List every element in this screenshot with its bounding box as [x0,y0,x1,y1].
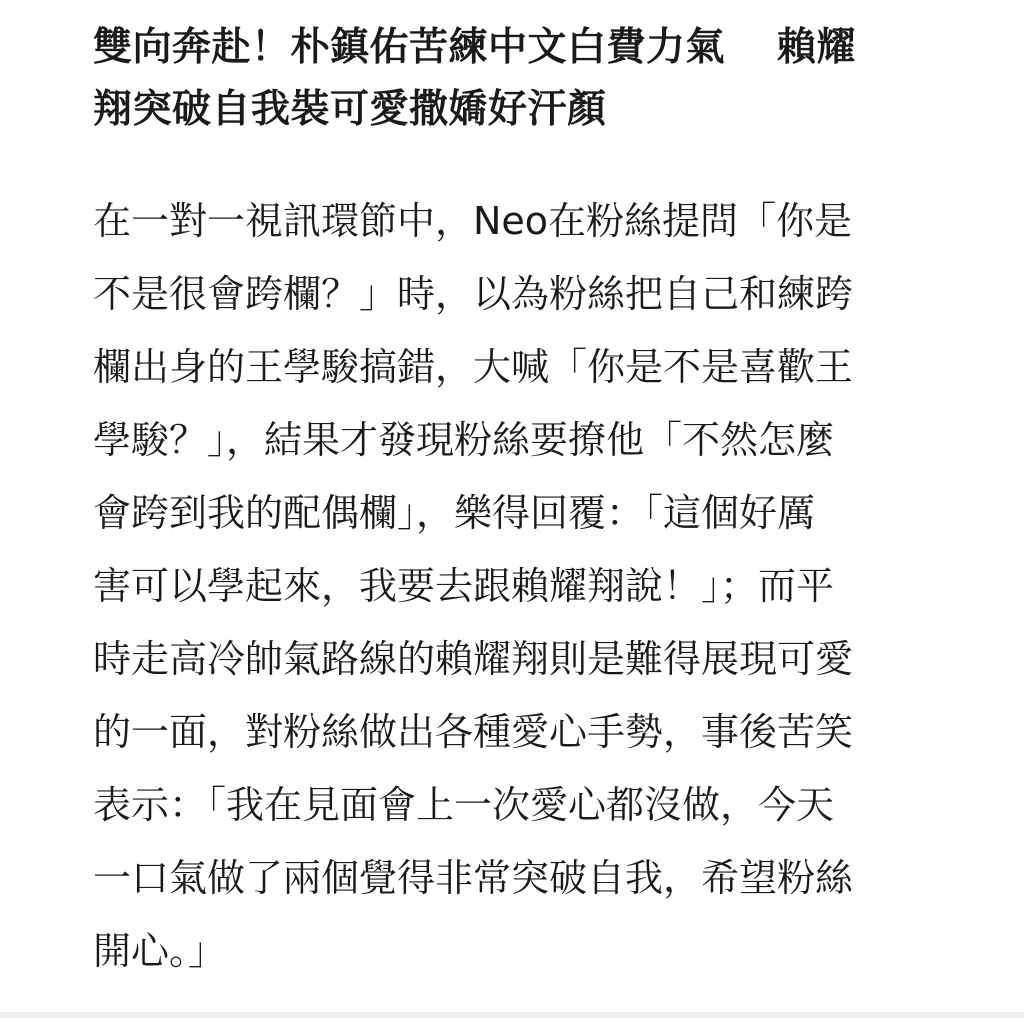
body-line: 害可以學起來，我要去跟賴耀翔說！」；而平 [93,564,835,608]
body-line: 開心。」 [93,929,227,973]
body-line: 會跨到我的配偶欄」，樂得回覆：「這個好厲 [93,491,816,535]
headline-line-1-main: 雙向奔赴！朴鎮佑苦練中文白費力氣 [93,25,726,70]
headline-line-1-tail: 賴耀 [777,25,857,70]
body-line: 在一對一視訊環節中，Neo在粉絲提問「你是 [93,199,853,243]
headline-line-1 [93,17,933,79]
body-line: 欄出身的王學駿搞錯，大喊「你是不是喜歡王 [93,345,854,389]
article [93,0,933,988]
article-headline [93,0,933,141]
bottom-divider [0,1012,1024,1018]
body-line: 一口氣做了兩個覺得非常突破自我，希望粉絲 [93,856,854,900]
body-line: 的一面，對粉絲做出各種愛心手勢，事後苦笑 [93,710,854,754]
body-line: 表示：「我在見面會上一次愛心都沒做，今天 [93,783,835,827]
headline-line-2: 翔突破自我裝可愛撒嬌好汗顏 [93,87,607,132]
body-line: 時走高冷帥氣路線的賴耀翔則是難得展現可愛 [93,637,854,681]
article-body [93,141,933,988]
body-line: 學駿？」，結果才發現粉絲要撩他「不然怎麼 [93,418,835,462]
body-line: 不是很會跨欄？」時，以為粉絲把自己和練跨 [93,272,854,316]
